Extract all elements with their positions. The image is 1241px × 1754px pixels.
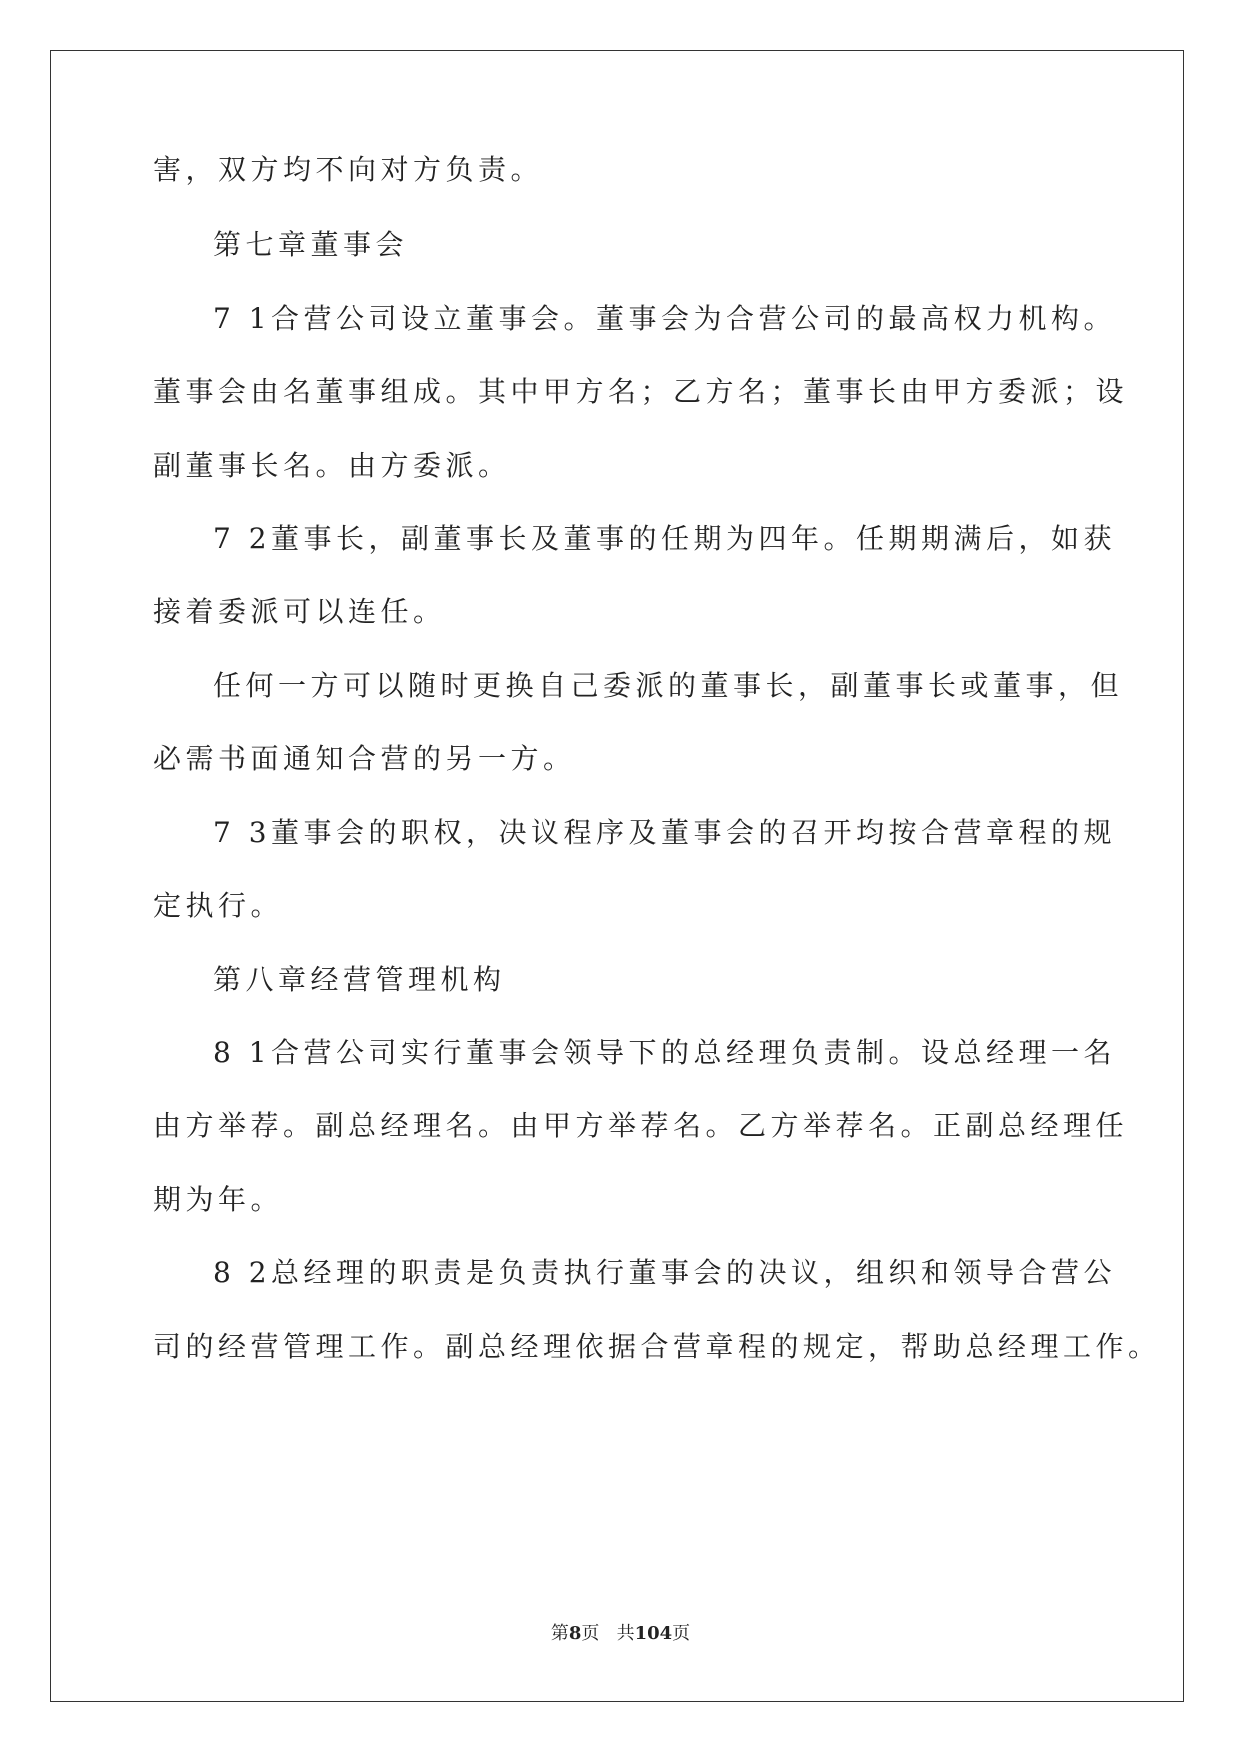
text-line: 副董事长名。由方委派。 <box>153 449 511 482</box>
page-number: 8 <box>568 1623 582 1644</box>
text-line: 任何一方可以随时更换自己委派的董事长，副董事长或董事，但 <box>213 669 1124 702</box>
total-prefix: 共 <box>616 1623 635 1644</box>
chapter-heading: 第七章董事会 <box>213 228 409 261</box>
text-line: 8 1合营公司实行董事会领导下的总经理负责制。设总经理一名 <box>213 1036 1117 1069</box>
text-line: 8 2总经理的职责是负责执行董事会的决议，组织和领导合营公 <box>213 1256 1117 1289</box>
page-suffix: 页 <box>581 1623 600 1644</box>
text-line: 7 2董事长，副董事长及董事的任期为四年。任期期满后，如获 <box>213 522 1117 555</box>
total-pages: 104 <box>634 1623 673 1644</box>
page-prefix: 第 <box>550 1623 569 1644</box>
page-border <box>50 50 1184 1702</box>
page-footer <box>0 1622 1241 1646</box>
chapter-heading: 第八章经营管理机构 <box>213 963 506 996</box>
text-line: 7 1合营公司设立董事会。董事会为合营公司的最高权力机构。 <box>213 302 1117 335</box>
text-line: 期为年。 <box>153 1183 284 1216</box>
text-line: 7 3董事会的职权，决议程序及董事会的召开均按合营章程的规 <box>213 816 1117 849</box>
text-line: 接着委派可以连任。 <box>153 595 446 628</box>
text-line: 由方举荐。副总经理名。由甲方举荐名。乙方举荐名。正副总经理任 <box>153 1109 1129 1142</box>
total-suffix: 页 <box>672 1623 691 1644</box>
text-line: 必需书面通知合营的另一方。 <box>153 742 576 775</box>
text-line: 定执行。 <box>153 889 284 922</box>
text-line: 董事会由名董事组成。其中甲方名；乙方名；董事长由甲方委派；设 <box>153 375 1129 408</box>
text-line: 害，双方均不向对方负责。 <box>153 153 544 186</box>
text-line: 司的经营管理工作。副总经理依据合营章程的规定，帮助总经理工作。 <box>153 1330 1161 1363</box>
